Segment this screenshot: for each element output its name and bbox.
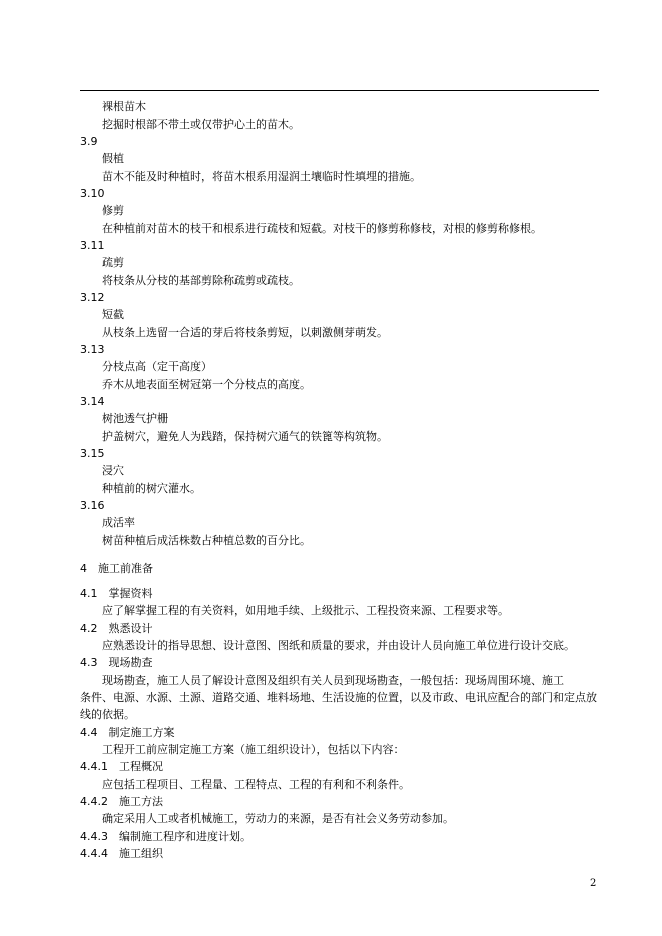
- paragraph: 应熟悉设计的指导思想、设计意图、图纸和质量的要求，并由设计人员向施工单位进行设计交底。: [102, 639, 575, 652]
- paragraph: 应包括工程项目、工程量、工程特点、工程的有利和不利条件。: [102, 778, 410, 791]
- clause-number: 3.16: [80, 499, 105, 512]
- clause-number: 3.12: [80, 291, 105, 304]
- subsection-heading: 4.3 现场勘查: [80, 656, 153, 669]
- subsection-heading: 4.4 制定施工方案: [80, 726, 175, 739]
- term-title: 裸根苗木: [102, 100, 146, 113]
- paragraph: 应了解掌握工程的有关资料，如用地手续、上级批示、工程投资来源、工程要求等。: [102, 604, 509, 617]
- term-title: 分枝点高（定干高度）: [102, 360, 212, 373]
- clause-number: 3.14: [80, 395, 105, 408]
- term-definition: 种植前的树穴灌水。: [102, 482, 201, 495]
- term-title: 浸穴: [102, 464, 124, 477]
- clause-number: 3.11: [80, 239, 105, 252]
- page-number: 2: [590, 878, 597, 889]
- paragraph-continuation: 条件、电源、水源、土源、道路交通、堆料场地、生活设施的位置，以及市政、电讯应配合的部门和定点放: [80, 691, 597, 704]
- term-title: 假植: [102, 152, 124, 165]
- clause-number: 3.15: [80, 447, 105, 460]
- subsubsection-heading: 4.4.3 编制施工程序和进度计划。: [80, 830, 251, 843]
- term-definition: 挖掘时根部不带土或仅带护心土的苗木。: [102, 118, 300, 131]
- term-definition: 在种植前对苗木的枝干和根系进行疏枝和短截。对枝干的修剪称修枝，对根的修剪称修根。: [102, 222, 542, 235]
- term-definition: 从枝条上选留一合适的芽后将枝条剪短，以刺激侧芽萌发。: [102, 326, 388, 339]
- paragraph: 现场勘查，施工人员了解设计意图及组织有关人员到现场勘查，一般包括：现场周围环境、施工: [102, 674, 564, 687]
- term-definition: 苗木不能及时种植时，将苗木根系用湿润土壤临时性填埋的措施。: [102, 170, 421, 183]
- subsection-heading: 4.1 掌握资料: [80, 587, 153, 600]
- term-title: 短截: [102, 308, 124, 321]
- subsubsection-heading: 4.4.1 工程概况: [80, 760, 163, 773]
- clause-number: 3.10: [80, 187, 105, 200]
- term-title: 疏剪: [102, 256, 124, 269]
- header-rule: [80, 90, 599, 91]
- subsubsection-heading: 4.4.4 施工组织: [80, 847, 163, 860]
- term-title: 树池透气护栅: [102, 412, 168, 425]
- paragraph-continuation: 线的依据。: [80, 708, 135, 721]
- paragraph: 工程开工前应制定施工方案（施工组织设计），包括以下内容：: [102, 743, 405, 756]
- term-definition: 乔木从地表面至树冠第一个分枝点的高度。: [102, 378, 311, 391]
- term-definition: 将枝条从分枝的基部剪除称疏剪或疏枝。: [102, 274, 300, 287]
- clause-number: 3.9: [80, 135, 98, 148]
- term-definition: 树苗种植后成活株数占种植总数的百分比。: [102, 534, 311, 547]
- term-title: 成活率: [102, 516, 135, 529]
- subsubsection-heading: 4.4.2 施工方法: [80, 795, 163, 808]
- term-title: 修剪: [102, 204, 124, 217]
- section-heading: 4 施工前准备: [80, 562, 153, 575]
- paragraph: 确定采用人工或者机械施工，劳动力的来源，是否有社会义务劳动参加。: [102, 812, 454, 825]
- clause-number: 3.13: [80, 343, 105, 356]
- subsection-heading: 4.2 熟悉设计: [80, 622, 153, 635]
- term-definition: 护盖树穴，避免人为践踏，保持树穴通气的铁篦等构筑物。: [102, 430, 388, 443]
